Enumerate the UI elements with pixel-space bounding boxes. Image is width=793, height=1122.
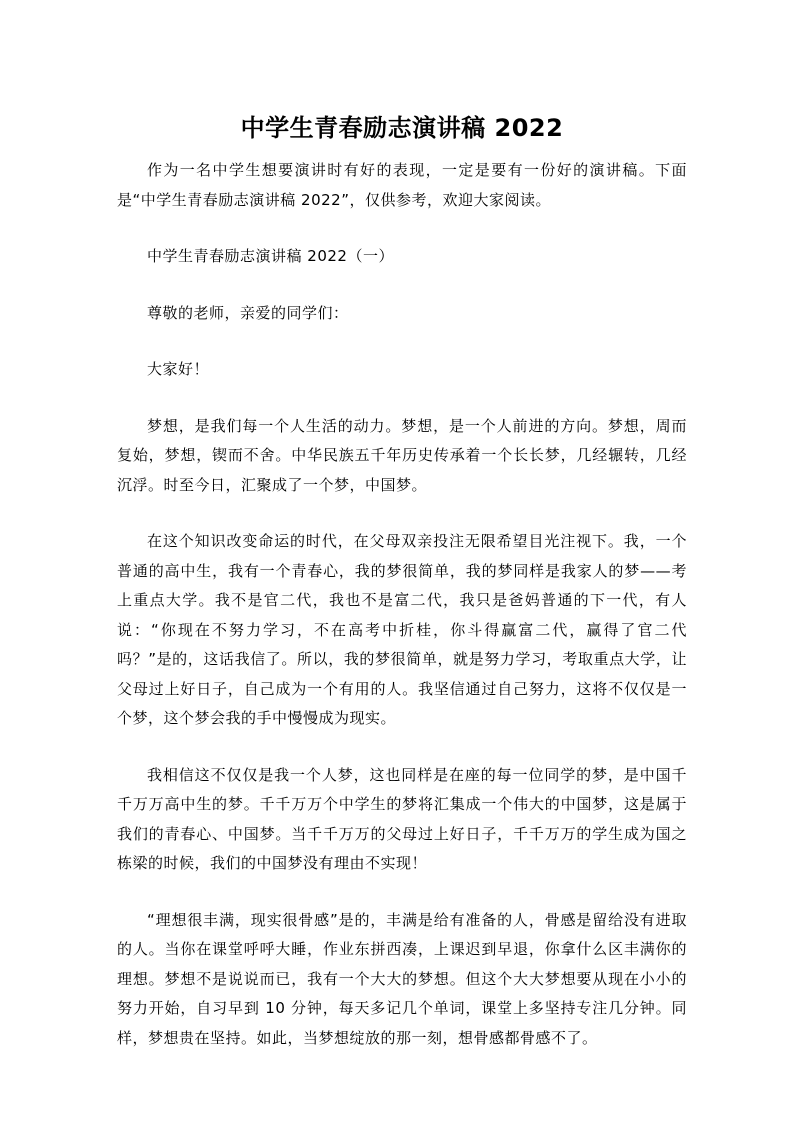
salutation: 尊敬的老师，亲爱的同学们： xyxy=(147,303,349,322)
greeting: 大家好！ xyxy=(147,360,210,378)
section-heading: 中学生青春励志演讲稿 2022（一） xyxy=(147,247,394,265)
intro-paragraph: 作为一名中学生想要演讲时有好的表现，一定是要有一份好的演讲稿。下面是“中学生青春励志演讲稿 2022”，仅供参考，欢迎大家阅读。 xyxy=(117,161,687,209)
body-paragraph: 梦想，是我们每一个人生活的动力。梦想，是一个人前进的方向。梦想，周而复始，梦想，锲而不舍。中华民族五千年历史传承着一个长长梦，几经辗转，几经沉浮。时至今日，汇聚成了一个梦，中国梦。 xyxy=(117,416,687,494)
body-paragraph: 我相信这不仅仅是我一个人梦，这也同样是在座的每一位同学的梦，是中国千千万万高中生的梦。千千万万个中学生的梦将汇集成一个伟大的中国梦，这是属于我们的青春心、中国梦。当千千万万的父母过上好日子，千千万万的学生成为国之栋梁的时候，我们的中国梦没有理由不实现！ xyxy=(117,765,687,872)
document-title: 中学生青春励志演讲稿 2022 xyxy=(240,114,564,142)
body-paragraph: 在这个知识改变命运的时代，在父母双亲投注无限希望目光注视下。我，一个普通的高中生，我有一个青春心，我的梦很简单，我的梦同样是我家人的梦——考上重点大学。我不是官二代，我也不是富二代，我只是爸妈普通的下一代，有人说：“你现在不努力学习，不在高考中折桂，你斗得赢富二代，赢得了官二代吗？”是的，这话我信了。所以，我的梦很简单，就是努力学习，考取重点大学，让父母过上好日子，自己成为一个有用的人。我坚信通过自己努力，这将不仅仅是一个梦，这个梦会我的手中慢慢成为现实。 xyxy=(117,532,687,727)
document-page xyxy=(117,110,687,1080)
body-paragraph: “理想很丰满，现实很骨感”是的，丰满是给有准备的人，骨感是留给没有进取的人。当你在课堂呼呼大睡，作业东拼西凑，上课迟到早退，你拿什么区丰满你的理想。梦想不是说说而已，我有一个大大的梦想。但这个大大梦想要从现在小小的努力开始，自习早到 10 分钟，每天多记几个单词，课堂上多坚持专注几分钟。同样，梦想贵在坚持。如此，当梦想绽放的那一刻，想骨感都骨感不了。 xyxy=(117,910,687,1047)
